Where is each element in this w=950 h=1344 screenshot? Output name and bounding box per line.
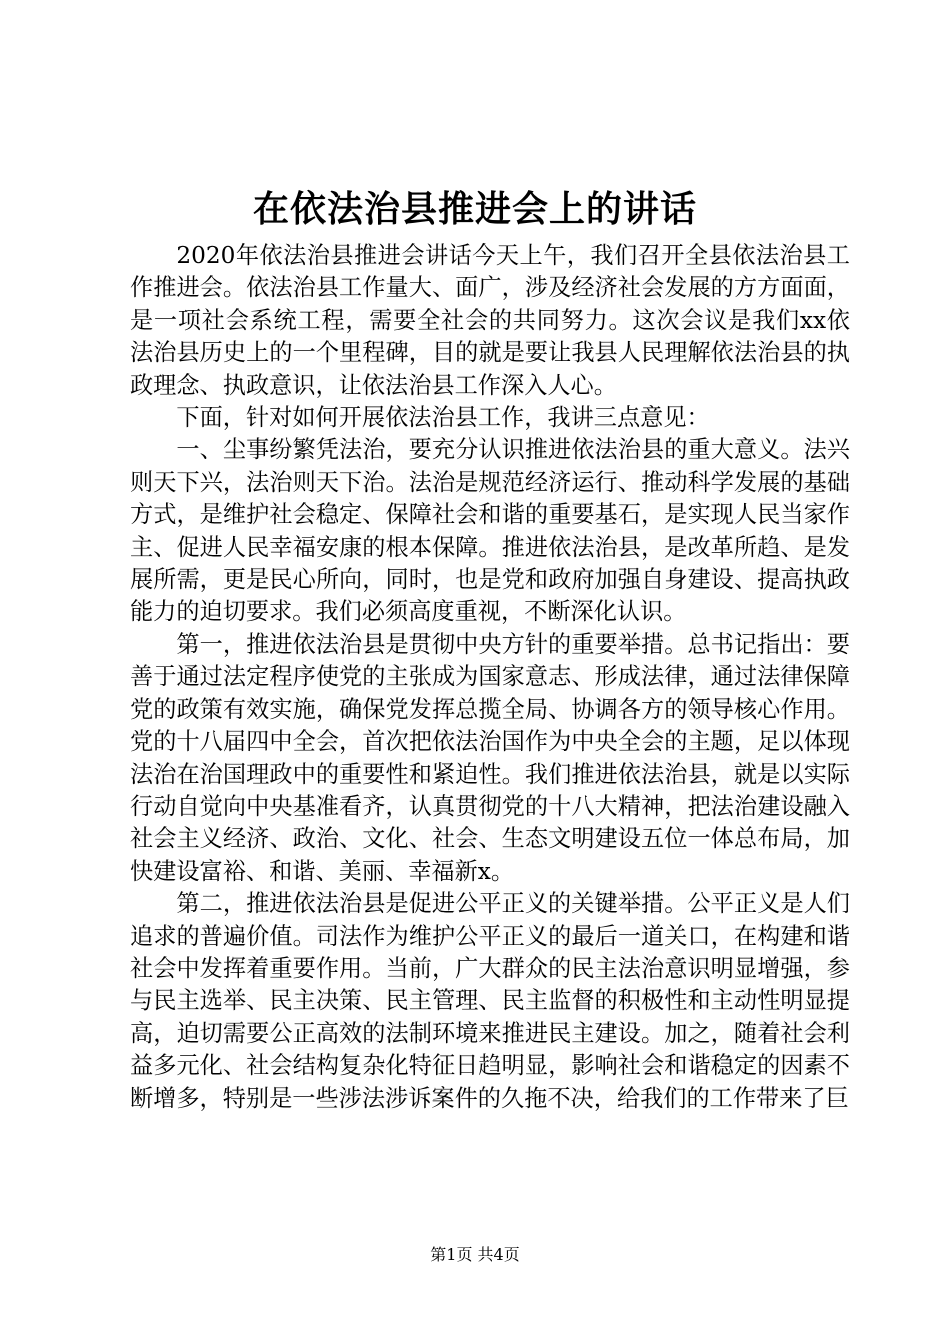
- document-title: 在依法治县推进会上的讲话: [252, 188, 697, 230]
- document-body: [130, 240, 850, 1115]
- paragraph-intro: 2020年依法治县推进会讲话今天上午，我们召开全县依法治县工作推进会。依法治县工作量大、面广，涉及经济社会发展的方方面面，是一项社会系统工程，需要全社会的共同努力。这次会议是我们xx依法治县历史上的一个里程碑，目的就是要让我县人民理解依法治县的执政理念、执政意识，让依法治县工作深入人心。: [130, 242, 850, 399]
- paragraph-first: 第一，推进依法治县是贯彻中央方针的重要举措。总书记指出：要善于通过法定程序使党的主张成为国家意志、形成法律，通过法律保障党的政策有效实施，确保党发挥总揽全局、协调各方的领导核心作用。党的十八届四中全会，首次把依法治国作为中央全会的主题，足以体现法治在治国理政中的重要性和紧迫性。我们推进依法治县，就是以实际行动自觉向中央基准看齐，认真贯彻党的十八大精神，把法治建设融入社会主义经济、政治、文化、社会、生态文明建设五位一体总布局，加快建设富裕、和谐、美丽、幸福新x。: [130, 630, 850, 885]
- paragraph-second: 第二，推进依法治县是促进公平正义的关键举措。公平正义是人们追求的普遍价值。司法作为维护公平正义的最后一道关口，在构建和谐社会中发挥着重要作用。当前，广大群众的民主法治意识明显增强，参与民主选举、民主决策、民主管理、民主监督的积极性和主动性明显提高，迫切需要公正高效的法制环境来推进民主建设。加之，随着社会利益多元化、社会结构复杂化特征日趋明显，影响社会和谐稳定的因素不断增多，特别是一些涉法涉诉案件的久拖不决，给我们的工作带来了巨: [130, 890, 850, 1112]
- page-number-footer: 第1页 共4页: [430, 1245, 520, 1264]
- paragraph-outline: 下面，针对如何开展依法治县工作，我讲三点意见：: [176, 404, 710, 432]
- paragraph-point-one: 一、尘事纷繁凭法治，要充分认识推进依法治县的重大意义。法兴则天下兴，法治则天下治。法治是规范经济运行、推动科学发展的基础方式，是维护社会稳定、保障社会和谐的重要基石，是实现人民当家作主、促进人民幸福安康的根本保障。推进依法治县，是改革所趋、是发展所需，更是民心所向，同时，也是党和政府加强自身建设、提高执政能力的迫切要求。我们必须高度重视，不断深化认识。: [130, 436, 850, 626]
